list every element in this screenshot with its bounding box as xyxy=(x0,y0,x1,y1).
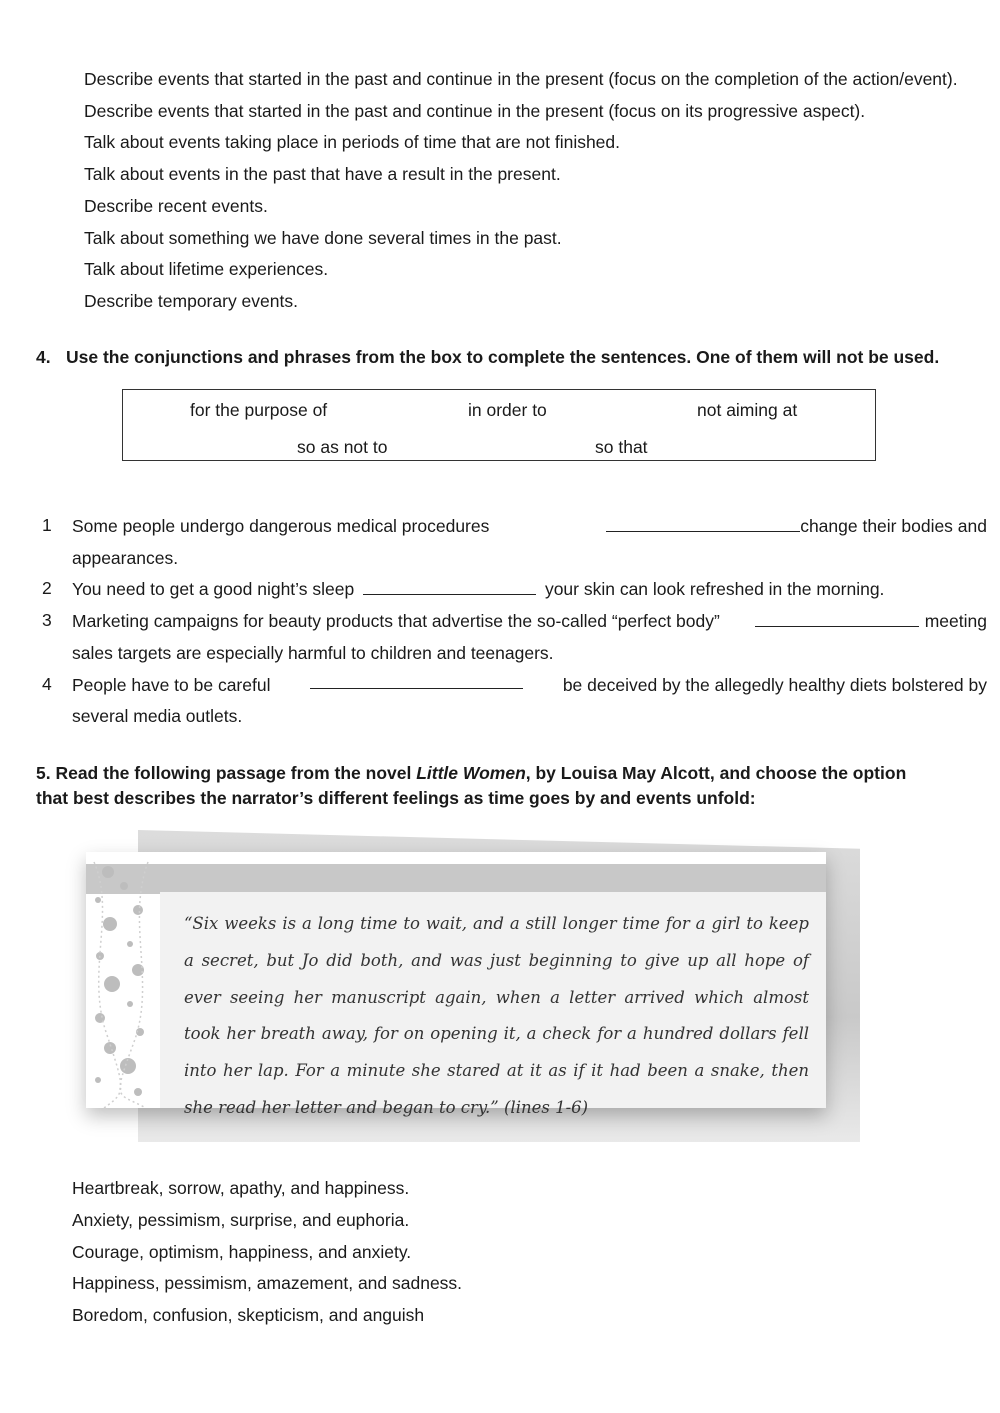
sentence-2 xyxy=(72,578,884,600)
sentence-number: 1 xyxy=(42,515,52,535)
sentence-text: Some people undergo dangerous medical procedures xyxy=(72,516,490,536)
sentence-text-after: meeting xyxy=(924,611,987,631)
answer-blank[interactable] xyxy=(363,580,536,595)
answer-blank[interactable] xyxy=(310,674,523,689)
sentence-text-after: be deceived by the allegedly healthy diets bolstered by xyxy=(562,675,987,695)
sentence-3 xyxy=(72,610,987,632)
word-box-item[interactable]: so as not to xyxy=(297,437,388,457)
section-5-intro-line2: that best describes the narrator’s different feelings as time goes by and events unfold: xyxy=(36,788,756,808)
dots-decoration-icon xyxy=(86,852,160,1108)
sentence-text: You need to get a good night’s sleep xyxy=(72,579,355,599)
novel-title: Little Women xyxy=(416,763,526,783)
sentence-continuation: several media outlets. xyxy=(72,706,243,726)
card-band xyxy=(86,864,826,894)
sentence-text xyxy=(606,515,987,537)
tense-option[interactable]: Talk about events in the past that have a result in the present. xyxy=(84,164,561,184)
tense-option[interactable]: Talk about lifetime experiences. xyxy=(84,259,329,279)
sentence-number: 3 xyxy=(42,610,52,630)
section-4-number: 4. xyxy=(36,347,51,367)
sentence-continuation: sales targets are especially harmful to children and teenagers. xyxy=(72,643,554,663)
sentence-text-after: change their bodies and xyxy=(800,516,987,536)
answer-blank[interactable] xyxy=(755,612,919,627)
answer-blank[interactable] xyxy=(606,517,800,532)
word-box-item[interactable]: in order to xyxy=(468,400,547,420)
tense-option[interactable]: Describe events that started in the past and continue in the present (focus on its progressive aspect). xyxy=(84,101,866,121)
feelings-option[interactable]: Heartbreak, sorrow, apathy, and happiness. xyxy=(72,1178,410,1198)
sentence-text xyxy=(755,610,987,632)
tense-option[interactable]: Describe temporary events. xyxy=(84,291,298,311)
sentence-text: Marketing campaigns for beauty products that advertise the so-called “perfect body” xyxy=(72,611,720,631)
sentence-text-after: your skin can look refreshed in the morning. xyxy=(544,579,885,599)
sentence-1 xyxy=(72,515,987,537)
tense-option[interactable]: Talk about events taking place in periods of time that are not finished. xyxy=(84,132,621,152)
word-box-item[interactable]: for the purpose of xyxy=(190,400,328,420)
sentence-continuation: appearances. xyxy=(72,548,179,568)
feelings-option[interactable]: Boredom, confusion, skepticism, and anguish xyxy=(72,1305,425,1325)
section-5-intro xyxy=(36,762,906,784)
feelings-option[interactable]: Courage, optimism, happiness, and anxiety. xyxy=(72,1242,412,1262)
passage-card xyxy=(86,852,826,1117)
sentence-number: 2 xyxy=(42,578,52,598)
sentence-number: 4 xyxy=(42,674,52,694)
feelings-option[interactable]: Happiness, pessimism, amazement, and sadness. xyxy=(72,1273,463,1293)
section-5-intro-b: , by Louisa May Alcott, and choose the option xyxy=(525,763,907,783)
sentence-text: People have to be careful xyxy=(72,675,271,695)
tense-option[interactable]: Describe events that started in the past and continue in the present (focus on the completion of the action/event). xyxy=(84,69,958,89)
section-5-intro-a: 5. Read the following passage from the novel xyxy=(36,763,417,783)
tense-option[interactable]: Talk about something we have done several times in the past. xyxy=(84,228,562,248)
passage-text: “Six weeks is a long time to wait, and a still longer time for a girl to keep a secret, but Jo did both, and was just beginning to give up all hope of ever seeing her manuscript again, when a letter arrived which almost took her breath away, for on opening it, a check for a hundred dollars fell into her lap. For a minute she stared at it as if it had been a snake, then she read her letter and began to cry.” (lines 1-6) xyxy=(184,914,809,1117)
sentence-4 xyxy=(72,674,987,696)
word-box-item[interactable]: so that xyxy=(595,437,648,457)
section-4-instruction: Use the conjunctions and phrases from the box to complete the sentences. One of them will not be used. xyxy=(66,347,940,367)
feelings-option[interactable]: Anxiety, pessimism, surprise, and euphoria. xyxy=(72,1210,410,1230)
tense-option[interactable]: Describe recent events. xyxy=(84,196,268,216)
word-box-item[interactable]: not aiming at xyxy=(697,400,798,420)
